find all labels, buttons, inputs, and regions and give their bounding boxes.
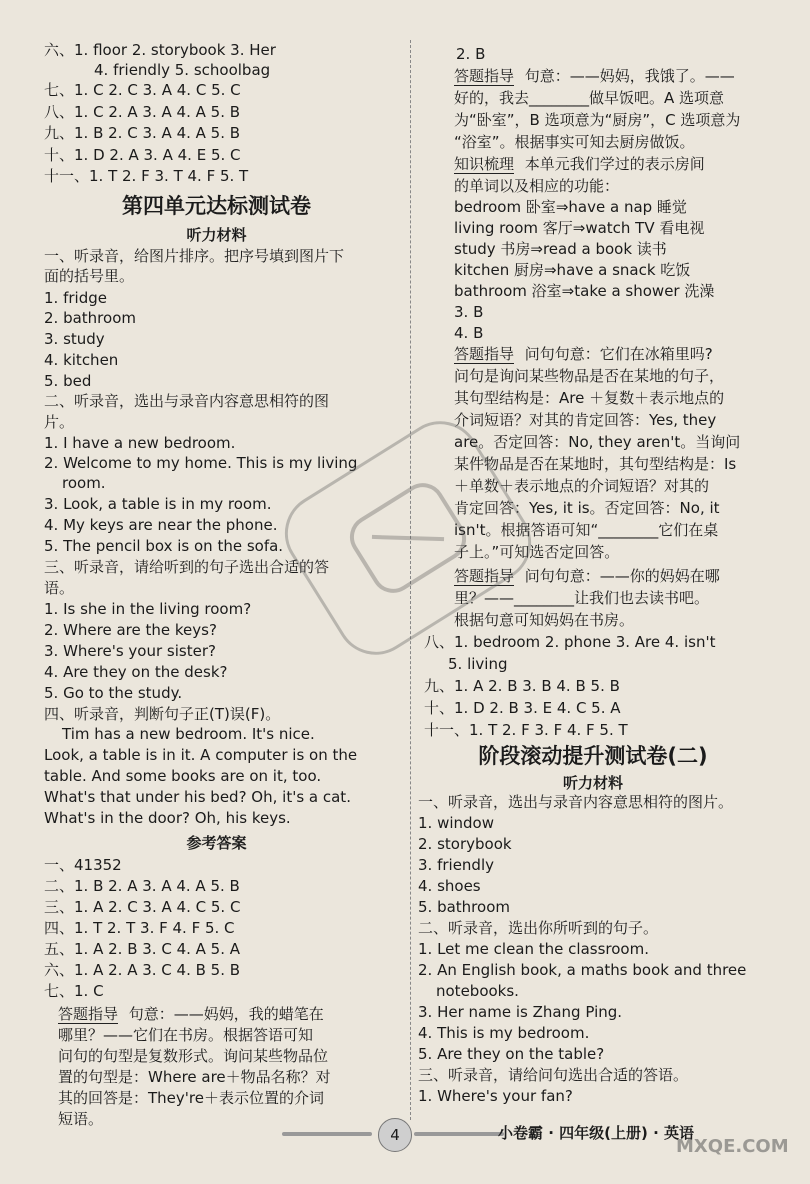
listening-line: 四、听录音，判断句子正(T)误(F)。: [44, 705, 281, 723]
listening-line: 3. Her name is Zhang Ping.: [418, 1003, 623, 1021]
listening-line: 3. Where's your sister?: [44, 642, 216, 660]
tip-text: 哪里？——它们在书房。根据答语可知: [58, 1026, 314, 1044]
tip-text: 短语。: [58, 1110, 104, 1128]
section-title: 第四单元达标测试卷: [122, 194, 311, 218]
answer-line: 二、1. B 2. A 3. A 4. A 5. B: [44, 877, 240, 895]
answers-title: 参考答案: [186, 834, 247, 852]
tip-text: 其的回答是：They're＋表示位置的介词: [58, 1089, 324, 1107]
listening-line: 三、听录音，请给问句选出合适的答语。: [418, 1066, 689, 1084]
tip-text: 问句句意：它们在冰箱里吗?: [524, 345, 713, 363]
answer-line: 六、1. floor 2. storybook 3. Her: [44, 41, 276, 59]
listening-title: 听力材料: [186, 226, 247, 244]
tip-text: are。否定回答：No, they aren't。当询问: [454, 433, 741, 451]
tip-text: 问句句意：——你的妈妈在哪: [524, 567, 720, 585]
listening-line: 4. This is my bedroom.: [418, 1024, 590, 1042]
tip-text: 问句的句型是复数形式。询问某些物品位: [58, 1047, 329, 1065]
tip-text: 根据句意可知妈妈在书房。: [454, 611, 635, 629]
answer-line: 九、1. B 2. C 3. A 4. A 5. B: [44, 124, 241, 142]
knowledge-label: 知识梳理: [454, 155, 515, 173]
decorative-swoosh: [282, 1132, 372, 1136]
listening-line: 一、听录音，选出与录音内容意思相符的图片。: [418, 793, 734, 811]
tip-text: 其句型结构是：Are ＋复数＋表示地点的: [454, 389, 725, 407]
tip-text: isn't。根据答语可知“________它们在桌: [454, 521, 719, 539]
answer-line: 十、1. D 2. B 3. E 4. C 5. A: [424, 699, 621, 717]
listening-line: 3. Look, a table is in my room.: [44, 495, 272, 513]
knowledge-text: study 书房⇒read a book 读书: [454, 240, 667, 258]
tip-text: 里？——________让我们也去读书吧。: [454, 589, 710, 607]
listening-line: 5. The pencil box is on the sofa.: [44, 537, 284, 555]
listening-line: 二、听录音，选出与录音内容意思相符的图: [44, 392, 330, 410]
answer-line: 九、1. A 2. B 3. B 4. B 5. B: [424, 677, 620, 695]
listening-line: 片。: [44, 413, 75, 431]
listening-line: 2. An English book, a maths book and three: [418, 961, 747, 979]
tip-text: 好的，我去________做早饭吧。A 选项意: [454, 89, 725, 107]
listening-line: 4. kitchen: [44, 351, 119, 369]
answer-line: 五、1. A 2. B 3. C 4. A 5. A: [44, 940, 241, 958]
listening-line: Tim has a new bedroom. It's nice.: [62, 725, 315, 743]
answer-line: 3. B: [454, 303, 484, 321]
tip-text: 肯定回答：Yes, it is。否定回答：No, it: [454, 499, 720, 517]
knowledge-text: kitchen 厨房⇒have a snack 吃饭: [454, 261, 691, 279]
answer-line: 十一、1. T 2. F 3. T 4. F 5. T: [44, 167, 249, 185]
listening-line: 4. shoes: [418, 877, 481, 895]
knowledge-row: [454, 154, 705, 174]
tip-label: 答题指导: [58, 1005, 119, 1023]
answer-line: 十、1. D 2. A 3. A 4. E 5. C: [44, 146, 241, 164]
listening-line: 一、听录音，给图片排序。把序号填到图片下: [44, 247, 345, 265]
listening-line: 二、听录音，选出你所听到的句子。: [418, 919, 659, 937]
answer-line: 2. B: [456, 45, 486, 63]
tip-text: 子上。”可知选否定回答。: [454, 543, 620, 561]
listening-line: 3. friendly: [418, 856, 494, 874]
listening-line: What's in the door? Oh, his keys.: [44, 809, 291, 827]
answer-line: 四、1. T 2. T 3. F 4. F 5. C: [44, 919, 235, 937]
answer-line: 七、1. C 2. C 3. A 4. C 5. C: [44, 81, 241, 99]
answer-line: 三、1. A 2. C 3. A 4. C 5. C: [44, 898, 241, 916]
tip-text: 为“卧室”，B 选项意为“厨房”，C 选项意为: [454, 111, 741, 129]
knowledge-text: living room 客厅⇒watch TV 看电视: [454, 219, 705, 237]
tip-label: 答题指导: [454, 567, 515, 585]
tip-text: 句意：——妈妈，我饿了。——: [524, 67, 735, 85]
tip-text: “浴室”。根据事实可知去厨房做饭。: [454, 133, 695, 151]
listening-line: 1. Is she in the living room?: [44, 600, 252, 618]
tip-text: 句意：——妈妈，我的蜡笔在: [128, 1005, 324, 1023]
answer-line: 八、1. bedroom 2. phone 3. Are 4. isn't: [424, 633, 716, 651]
tip-row: [454, 566, 720, 586]
answer-line: 一、41352: [44, 856, 122, 874]
listening-line: table. And some books are on it, too.: [44, 767, 322, 785]
listening-line: What's that under his bed? Oh, it's a cat.: [44, 788, 351, 806]
tip-label: 答题指导: [454, 67, 515, 85]
answer-line: 十一、1. T 2. F 3. F 4. F 5. T: [424, 721, 628, 739]
section-title: 阶段滚动提升测试卷(二): [478, 744, 708, 768]
listening-line: 2. Welcome to my home. This is my living: [44, 454, 358, 472]
listening-line: 2. Where are the keys?: [44, 621, 217, 639]
tip-row: [454, 66, 735, 86]
listening-line: 3. study: [44, 330, 105, 348]
knowledge-text: bathroom 浴室⇒take a shower 洗澡: [454, 282, 715, 300]
listening-line: 4. Are they on the desk?: [44, 663, 228, 681]
answer-line: 5. living: [448, 655, 508, 673]
answer-line: 七、1. C: [44, 982, 104, 1000]
listening-line: 1. fridge: [44, 289, 107, 307]
tip-text: ＋单数＋表示地点的介词短语？对其的: [454, 477, 710, 495]
listening-line: 2. storybook: [418, 835, 512, 853]
watermark: MXQE.COM: [676, 1136, 789, 1157]
knowledge-text: bedroom 卧室⇒have a nap 睡觉: [454, 198, 687, 216]
listening-line: 1. I have a new bedroom.: [44, 434, 236, 452]
column-divider: [410, 40, 411, 1120]
tip-text: 置的句型是：Where are＋物品名称？对: [58, 1068, 331, 1086]
listening-line: Look, a table is in it. A computer is on the: [44, 746, 358, 764]
listening-line: 5. Are they on the table?: [418, 1045, 605, 1063]
listening-line: 4. My keys are near the phone.: [44, 516, 278, 534]
tip-text: 介词短语？对其的肯定回答：Yes, they: [454, 411, 717, 429]
answer-line: 4. B: [454, 324, 484, 342]
page-number: 4: [378, 1118, 412, 1152]
tip-row: [58, 1004, 324, 1024]
tip-row: [454, 344, 713, 364]
book-footer-text: 小卷霸 · 四年级(上册) · 英语: [498, 1124, 694, 1142]
listening-line: 面的括号里。: [44, 267, 135, 285]
answer-line: 八、1. C 2. A 3. A 4. A 5. B: [44, 103, 241, 121]
knowledge-text: 的单词以及相应的功能：: [454, 177, 620, 195]
decorative-swoosh: [414, 1132, 504, 1136]
answer-line: 4. friendly 5. schoolbag: [94, 61, 271, 79]
listening-line: 1. Where's your fan?: [418, 1087, 573, 1105]
listening-line: room.: [62, 474, 106, 492]
listening-line: 5. bathroom: [418, 898, 510, 916]
answer-line: 六、1. A 2. A 3. C 4. B 5. B: [44, 961, 241, 979]
tip-text: 某件物品是否在某地时，其句型结构是：Is: [454, 455, 737, 473]
listening-line: 三、听录音，请给听到的句子选出合适的答: [44, 558, 330, 576]
knowledge-text: 本单元我们学过的表示房间: [524, 155, 705, 173]
listening-line: notebooks.: [436, 982, 519, 1000]
listening-line: 5. bed: [44, 372, 92, 390]
listening-line: 语。: [44, 579, 75, 597]
listening-line: 2. bathroom: [44, 309, 136, 327]
tip-text: 问句是询问某些物品是否在某地的句子，: [454, 367, 725, 385]
listening-line: 1. window: [418, 814, 494, 832]
listening-line: 1. Let me clean the classroom.: [418, 940, 649, 958]
tip-label: 答题指导: [454, 345, 515, 363]
listening-title: 听力材料: [562, 774, 623, 792]
listening-line: 5. Go to the study.: [44, 684, 183, 702]
